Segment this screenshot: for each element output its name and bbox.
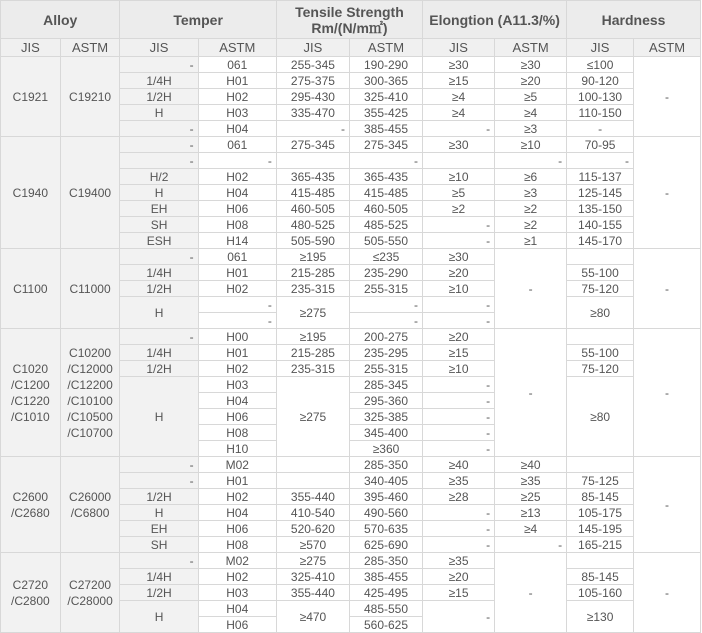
temper-astm: H06 [198,521,276,537]
temper-jis: - [120,137,198,153]
temper-jis: SH [120,217,198,233]
temper-astm: H02 [198,89,276,105]
temper-astm: H04 [198,505,276,521]
temper-astm: H14 [198,233,276,249]
tensile-astm: - [349,297,422,313]
elong-astm: ≥5 [495,89,567,105]
hard-jis: 105-160 [567,585,634,601]
temper-astm: H02 [198,569,276,585]
elong-jis: ≥4 [423,105,495,121]
subheader-cell: ASTM [495,39,567,57]
table-row [1,329,701,345]
alloy-astm: C19400 [60,137,120,249]
alloy-astm [60,329,120,457]
temper-jis: SH [120,537,198,553]
tensile-jis: ≥570 [276,537,349,553]
elong-astm: ≥6 [495,169,567,185]
temper-jis: 1/4H [120,345,198,361]
tensile-jis: ≥275 [276,297,349,329]
elong-jis: - [423,425,495,441]
hard-jis: 135-150 [567,201,634,217]
elong-jis: ≥35 [423,553,495,569]
elong-jis: - [423,121,495,137]
tensile-jis: ≥275 [276,553,349,569]
hard-astm: - [634,329,701,457]
elong-jis: ≥30 [423,137,495,153]
elong-jis: ≥15 [423,585,495,601]
temper-jis: 1/2H [120,585,198,601]
tensile-jis: 275-345 [276,137,349,153]
elong-jis: ≥10 [423,361,495,377]
tensile-astm: ≥360 [349,441,422,457]
alloy-astm-line: C10200 [69,345,112,360]
temper-jis: ESH [120,233,198,249]
elong-astm: ≥3 [495,185,567,201]
hard-jis: 115-137 [567,169,634,185]
elong-jis: - [423,393,495,409]
hard-jis: - [567,153,634,169]
alloy-jis-line: C2720 [12,577,49,592]
elong-jis: - [423,233,495,249]
hard-jis: ≥130 [567,601,634,633]
hard-astm: - [634,249,701,329]
temper-astm: 061 [198,249,276,265]
elong-astm: - [495,553,567,633]
tensile-astm: 355-425 [349,105,422,121]
table-row [1,57,701,73]
elong-astm: ≥2 [495,201,567,217]
tensile-astm: 385-455 [349,569,422,585]
temper-astm: H01 [198,345,276,361]
tensile-jis: 215-285 [276,345,349,361]
alloy-astm [60,457,120,553]
elong-jis: - [423,313,495,329]
tensile-title: Tensile Strength [295,3,404,20]
elong-astm: ≥13 [495,505,567,521]
alloy-jis-line: C1020 [12,361,49,376]
temper-jis: 1/2H [120,361,198,377]
elong-jis: ≥5 [423,185,495,201]
alloy-jis: C1100 [1,249,61,329]
temper-jis: 1/2H [120,89,198,105]
temper-astm: 061 [198,137,276,153]
tensile-jis: 520-620 [276,521,349,537]
subheader-cell: JIS [1,39,61,57]
temper-jis: H [120,505,198,521]
tensile-jis: 235-315 [276,361,349,377]
subheader-cell: JIS [276,39,349,57]
tensile-jis: ≥195 [276,329,349,345]
elong-astm: ≥30 [495,57,567,73]
elong-jis: ≥30 [423,249,495,265]
elong-jis: ≥10 [423,169,495,185]
temper-jis: 1/2H [120,281,198,297]
table-row [1,553,701,569]
elong-astm: - [495,249,567,329]
tensile-astm: 485-550 [349,601,422,617]
elong-jis: ≥10 [423,281,495,297]
temper-astm: H01 [198,73,276,89]
tensile-jis: 215-285 [276,265,349,281]
tensile-jis: 365-435 [276,169,349,185]
tensile-astm: ≤235 [349,249,422,265]
elong-jis: ≥2 [423,201,495,217]
tensile-jis: 235-315 [276,281,349,297]
hard-jis: 85-145 [567,569,634,585]
temper-astm: - [198,297,276,313]
temper-astm: H03 [198,105,276,121]
tensile-astm: 415-485 [349,185,422,201]
elong-jis: ≥20 [423,329,495,345]
alloy-jis-line: /C2680 [11,505,50,520]
elong-jis: - [423,441,495,457]
subheader-cell: JIS [120,39,198,57]
tensile-astm: 505-550 [349,233,422,249]
tensile-astm: 345-400 [349,425,422,441]
tensile-jis: 480-525 [276,217,349,233]
hard-jis: 105-175 [567,505,634,521]
elong-jis: - [423,537,495,553]
elong-jis: - [423,297,495,313]
temper-astm: H04 [198,185,276,201]
temper-astm: 061 [198,57,276,73]
temper-astm: H06 [198,617,276,633]
temper-jis: H/2 [120,169,198,185]
elong-jis: - [423,217,495,233]
elong-jis: ≥35 [423,473,495,489]
hard-jis: 110-150 [567,105,634,121]
alloy-astm-line: C27200 [69,577,112,592]
alloy-jis-line: /C1010 [11,409,50,424]
subheader-cell: ASTM [349,39,422,57]
temper-jis: - [120,553,198,569]
alloy-jis-line: /C1200 [11,377,50,392]
elong-astm: - [495,329,567,457]
subheader-cell: JIS [423,39,495,57]
tensile-jis: 335-470 [276,105,349,121]
elong-jis: ≥20 [423,265,495,281]
tensile-astm: 235-290 [349,265,422,281]
subheader-cell: ASTM [634,39,701,57]
alloy-jis [1,457,61,553]
hard-jis: 75-125 [567,473,634,489]
temper-jis: H [120,377,198,457]
temper-jis: EH [120,201,198,217]
hard-jis: ≥80 [567,377,634,457]
elong-jis: - [423,377,495,393]
temper-jis: 1/4H [120,73,198,89]
tensile-jis: ≥275 [276,377,349,457]
hard-jis: 145-170 [567,233,634,249]
alloy-jis: C1921 [1,57,61,137]
temper-astm: H04 [198,121,276,137]
temper-jis: 1/2H [120,489,198,505]
elong-astm: ≥4 [495,105,567,121]
elong-astm: ≥10 [495,137,567,153]
tensile-astm: 560-625 [349,617,422,633]
temper-astm: H02 [198,169,276,185]
temper-astm: H08 [198,217,276,233]
hard-jis: 55-100 [567,265,634,281]
temper-astm: H00 [198,329,276,345]
header-elongation: Elongtion (A11.3/%) [423,1,567,39]
temper-astm: H10 [198,441,276,457]
alloy-astm [60,553,120,633]
temper-jis: - [120,153,198,169]
elong-jis: - [423,505,495,521]
elong-jis: ≥28 [423,489,495,505]
tensile-astm: 190-290 [349,57,422,73]
subheader-cell: ASTM [198,39,276,57]
temper-jis: H [120,105,198,121]
temper-jis: 1/4H [120,569,198,585]
temper-jis: H [120,601,198,633]
elong-jis [423,153,495,169]
elong-astm: ≥1 [495,233,567,249]
temper-astm: H03 [198,585,276,601]
temper-astm: - [198,313,276,329]
tensile-unit: Rm/(N/m㎡) [311,19,388,36]
hard-jis: 70-95 [567,137,634,153]
tensile-astm: 340-405 [349,473,422,489]
temper-astm: H01 [198,473,276,489]
temper-astm: H02 [198,281,276,297]
tensile-astm: 325-410 [349,89,422,105]
tensile-astm: 460-505 [349,201,422,217]
tensile-jis: 295-430 [276,89,349,105]
elong-astm: ≥3 [495,121,567,137]
tensile-jis: 275-375 [276,73,349,89]
temper-jis: - [120,329,198,345]
temper-astm: - [198,153,276,169]
temper-astm: H03 [198,377,276,393]
tensile-jis: 325-410 [276,569,349,585]
subheader-cell: JIS [567,39,634,57]
alloy-jis-line: /C1220 [11,393,50,408]
tensile-astm: 425-495 [349,585,422,601]
tensile-astm: 200-275 [349,329,422,345]
tensile-jis: ≥195 [276,249,349,265]
elong-astm: ≥4 [495,521,567,537]
hard-astm: - [634,553,701,633]
hard-jis: 75-120 [567,361,634,377]
table-row [1,137,701,153]
hard-jis: 85-145 [567,489,634,505]
hard-jis [567,329,634,345]
elong-jis: ≥15 [423,73,495,89]
alloy-astm-line: /C6800 [70,505,110,520]
alloy-astm-line: /C28000 [67,593,113,608]
elong-jis: - [423,521,495,537]
tensile-jis [276,153,349,169]
tensile-jis: 255-345 [276,57,349,73]
temper-jis: EH [120,521,198,537]
hard-jis: 90-120 [567,73,634,89]
subheader-cell: ASTM [60,39,120,57]
elong-jis: ≥15 [423,345,495,361]
header-temper: Temper [120,1,276,39]
tensile-astm: 625-690 [349,537,422,553]
tensile-jis: ≥470 [276,601,349,633]
alloy-astm-line: /C12000 [67,361,113,376]
tensile-jis: 415-485 [276,185,349,201]
tensile-jis [276,473,349,489]
hard-jis [567,457,634,473]
elong-jis: - [423,409,495,425]
alloy-astm-line: /C10100 [67,393,113,408]
hard-jis [567,553,634,569]
temper-astm: H01 [198,265,276,281]
temper-jis: - [120,57,198,73]
tensile-astm: 395-460 [349,489,422,505]
elong-jis: - [423,601,495,633]
elong-jis: ≥4 [423,89,495,105]
alloy-jis-line: C2600 [12,489,49,504]
temper-astm: H06 [198,409,276,425]
temper-jis: - [120,473,198,489]
temper-astm: H02 [198,361,276,377]
temper-jis: 1/4H [120,265,198,281]
alloy-astm: C19210 [60,57,120,137]
hard-jis: ≤100 [567,57,634,73]
alloy-jis: C1940 [1,137,61,249]
alloy-jis [1,553,61,633]
elong-jis: ≥40 [423,457,495,473]
elong-astm: - [495,153,567,169]
elong-astm: - [495,537,567,553]
header-hardness: Hardness [567,1,701,39]
tensile-astm: - [349,313,422,329]
alloy-astm-line: /C10700 [67,425,113,440]
tensile-astm: 490-560 [349,505,422,521]
temper-jis: - [120,249,198,265]
alloy-astm-line: /C12200 [67,377,113,392]
hard-astm: - [634,57,701,137]
alloy-jis [1,329,61,457]
tensile-jis: 355-440 [276,585,349,601]
tensile-astm: 255-315 [349,361,422,377]
alloy-astm-line: C26000 [69,489,112,504]
tensile-jis: 505-590 [276,233,349,249]
tensile-astm: - [349,153,422,169]
tensile-astm: 275-345 [349,137,422,153]
hard-jis [567,249,634,265]
elong-astm: ≥25 [495,489,567,505]
temper-astm: M02 [198,553,276,569]
elong-jis: ≥20 [423,569,495,585]
tensile-astm: 570-635 [349,521,422,537]
tensile-astm: 385-455 [349,121,422,137]
hard-jis: - [567,121,634,137]
hard-astm: - [634,137,701,249]
alloy-astm: C11000 [60,249,120,329]
tensile-astm: 325-385 [349,409,422,425]
tensile-jis: 460-505 [276,201,349,217]
tensile-astm: 285-350 [349,457,422,473]
header-alloy: Alloy [1,1,120,39]
temper-jis: - [120,457,198,473]
hard-jis: 140-155 [567,217,634,233]
tensile-astm: 365-435 [349,169,422,185]
tensile-astm: 255-315 [349,281,422,297]
hard-jis: 55-100 [567,345,634,361]
elong-astm: ≥40 [495,457,567,473]
alloy-astm-line: /C10500 [67,409,113,424]
hard-jis: 125-145 [567,185,634,201]
hard-jis: 165-215 [567,537,634,553]
temper-astm: H08 [198,537,276,553]
tensile-astm: 285-345 [349,377,422,393]
tensile-jis: - [276,121,349,137]
elong-astm: ≥35 [495,473,567,489]
hard-astm: - [634,457,701,553]
elong-astm: ≥20 [495,73,567,89]
alloy-jis-line: /C2800 [11,593,50,608]
tensile-astm: 300-365 [349,73,422,89]
temper-jis: H [120,297,198,329]
table-row [1,457,701,473]
hard-jis: 145-195 [567,521,634,537]
elong-astm: ≥2 [495,217,567,233]
tensile-jis [276,457,349,473]
hard-jis: 100-130 [567,89,634,105]
tensile-jis: 355-440 [276,489,349,505]
temper-astm: H08 [198,425,276,441]
hard-jis: ≥80 [567,297,634,329]
tensile-astm: 235-295 [349,345,422,361]
temper-jis: H [120,185,198,201]
tensile-astm: 295-360 [349,393,422,409]
temper-jis: - [120,121,198,137]
temper-astm: H02 [198,489,276,505]
temper-astm: H06 [198,201,276,217]
tensile-astm: 485-525 [349,217,422,233]
table-row [1,249,701,265]
hard-jis: 75-120 [567,281,634,297]
temper-astm: H04 [198,393,276,409]
temper-astm: M02 [198,457,276,473]
tensile-astm: 285-350 [349,553,422,569]
tensile-jis: 410-540 [276,505,349,521]
temper-astm: H04 [198,601,276,617]
header-tensile-strength [276,1,422,39]
elong-jis: ≥30 [423,57,495,73]
